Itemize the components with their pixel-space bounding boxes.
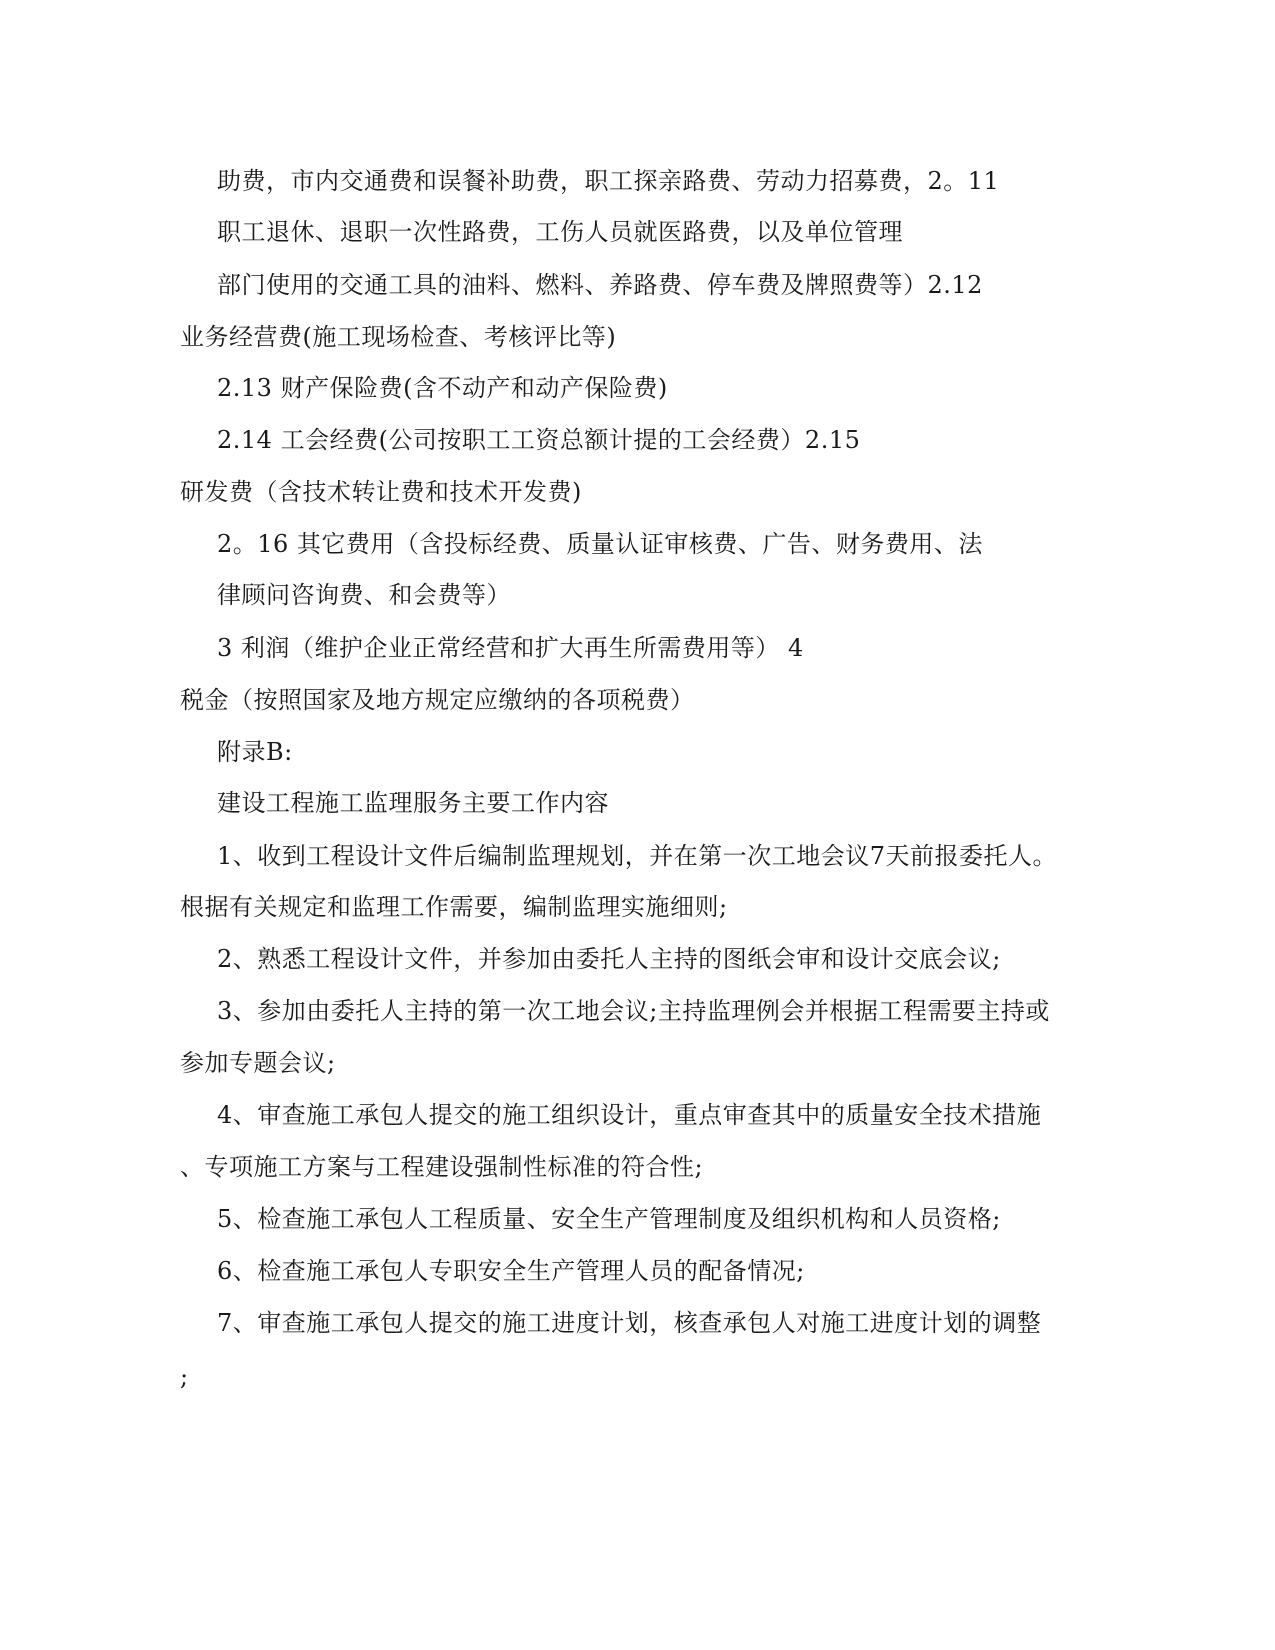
text-line: 业务经营费(施工现场检查、考核评比等) (180, 323, 617, 351)
text-line: 2、熟悉工程设计文件，并参加由委托人主持的图纸会审和设计交底会议; (217, 945, 1001, 973)
text-line: 1、收到工程设计文件后编制监理规划，并在第一次工地会议7天前报委托人。 (217, 842, 1058, 870)
text-line: 职工退休、退职一次性路费，工伤人员就医路费，以及单位管理 (217, 218, 903, 246)
text-line: 研发费（含技术转让费和技术开发费) (180, 478, 582, 506)
text-line: ; (180, 1363, 189, 1391)
text-line: 助费，市内交通费和误餐补助费，职工探亲路费、劳动力招募费，2。11 (217, 167, 1000, 195)
text-line: 2。16 其它费用（含投标经费、质量认证审核费、广告、财务费用、法 (217, 530, 983, 558)
appendix-label: 附录B: (217, 738, 293, 766)
text-line: 、专项施工方案与工程建设强制性标准的符合性; (180, 1153, 704, 1181)
text-line: 3 利润（维护企业正常经营和扩大再生所需费用等） 4 (217, 634, 804, 662)
text-line: 2.14 工会经费(公司按职工工资总额计提的工会经费）2.15 (217, 426, 861, 454)
text-line: 4、审查施工承包人提交的施工组织设计，重点审查其中的质量安全技术措施 (217, 1101, 1042, 1129)
text-line: 6、检查施工承包人专职安全生产管理人员的配备情况; (217, 1257, 805, 1285)
section-heading: 建设工程施工监理服务主要工作内容 (217, 789, 609, 817)
text-line: 3、参加由委托人主持的第一次工地会议;主持监理例会并根据工程需要主持或 (217, 997, 1050, 1025)
text-line: 部门使用的交通工具的油料、燃料、养路费、停车费及牌照费等）2.12 (217, 271, 983, 299)
text-line: 参加专题会议; (180, 1049, 336, 1077)
text-line: 税金（按照国家及地方规定应缴纳的各项税费） (180, 686, 695, 714)
text-line: 根据有关规定和监理工作需要，编制监理实施细则; (180, 893, 728, 921)
text-line: 7、审查施工承包人提交的施工进度计划，核查承包人对施工进度计划的调整 (217, 1309, 1042, 1337)
text-line: 2.13 财产保险费(含不动产和动产保险费) (217, 374, 668, 402)
text-line: 5、检查施工承包人工程质量、安全生产管理制度及组织机构和人员资格; (217, 1205, 1001, 1233)
text-line: 律顾问咨询费、和会费等） (217, 581, 511, 609)
